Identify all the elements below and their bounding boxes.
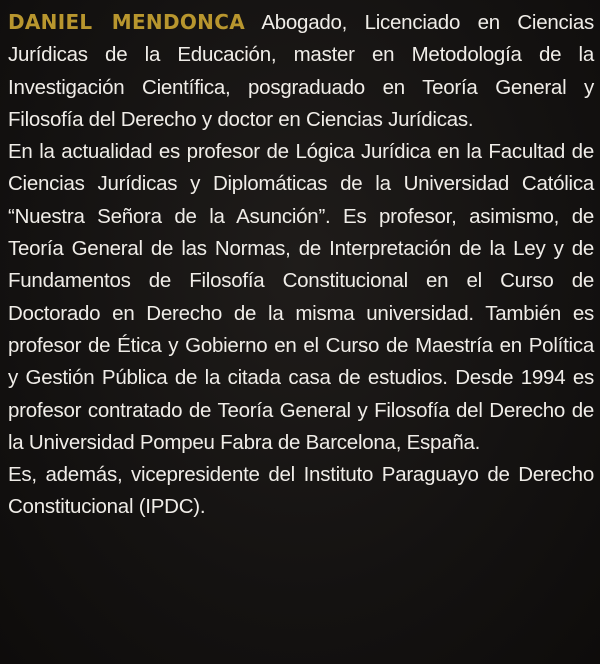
- author-bio: [8, 6, 594, 524]
- bio-paragraph-1: [8, 6, 594, 136]
- bio-paragraph-1-text: Abogado, Licenciado en Ciencias Jurídicas de la Educación, master en Metodología de la Investigación Científica, posgraduado en Teoría General y Filosofía del Derecho y doctor en Ciencias Jurídicas.: [8, 11, 594, 131]
- author-name: DANIEL MENDONCA: [8, 10, 245, 34]
- bio-paragraph-3: Es, además, vicepresidente del Instituto Paraguayo de Derecho Constitucional (IPDC).: [8, 463, 594, 519]
- bio-paragraph-2: En la actualidad es profesor de Lógica Jurídica en la Facultad de Ciencias Jurídicas y Diplomáticas de la Universidad Católica “Nuestra Señora de la Asunción”. Es profesor, asimismo, de Teoría General de las Normas, de Interpretación de la Ley y de Fundamentos de Filosofía Constitucional en el Curso de Doctorado en Derecho de la misma universidad. También es profesor de Ética y Gobierno en el Curso de Maestría en Política y Gestión Pública de la citada casa de estudios. Desde 1994 es profesor contratado de Teoría General y Filosofía del Derecho de la Universidad Pompeu Fabra de Barcelona, España.: [8, 140, 594, 454]
